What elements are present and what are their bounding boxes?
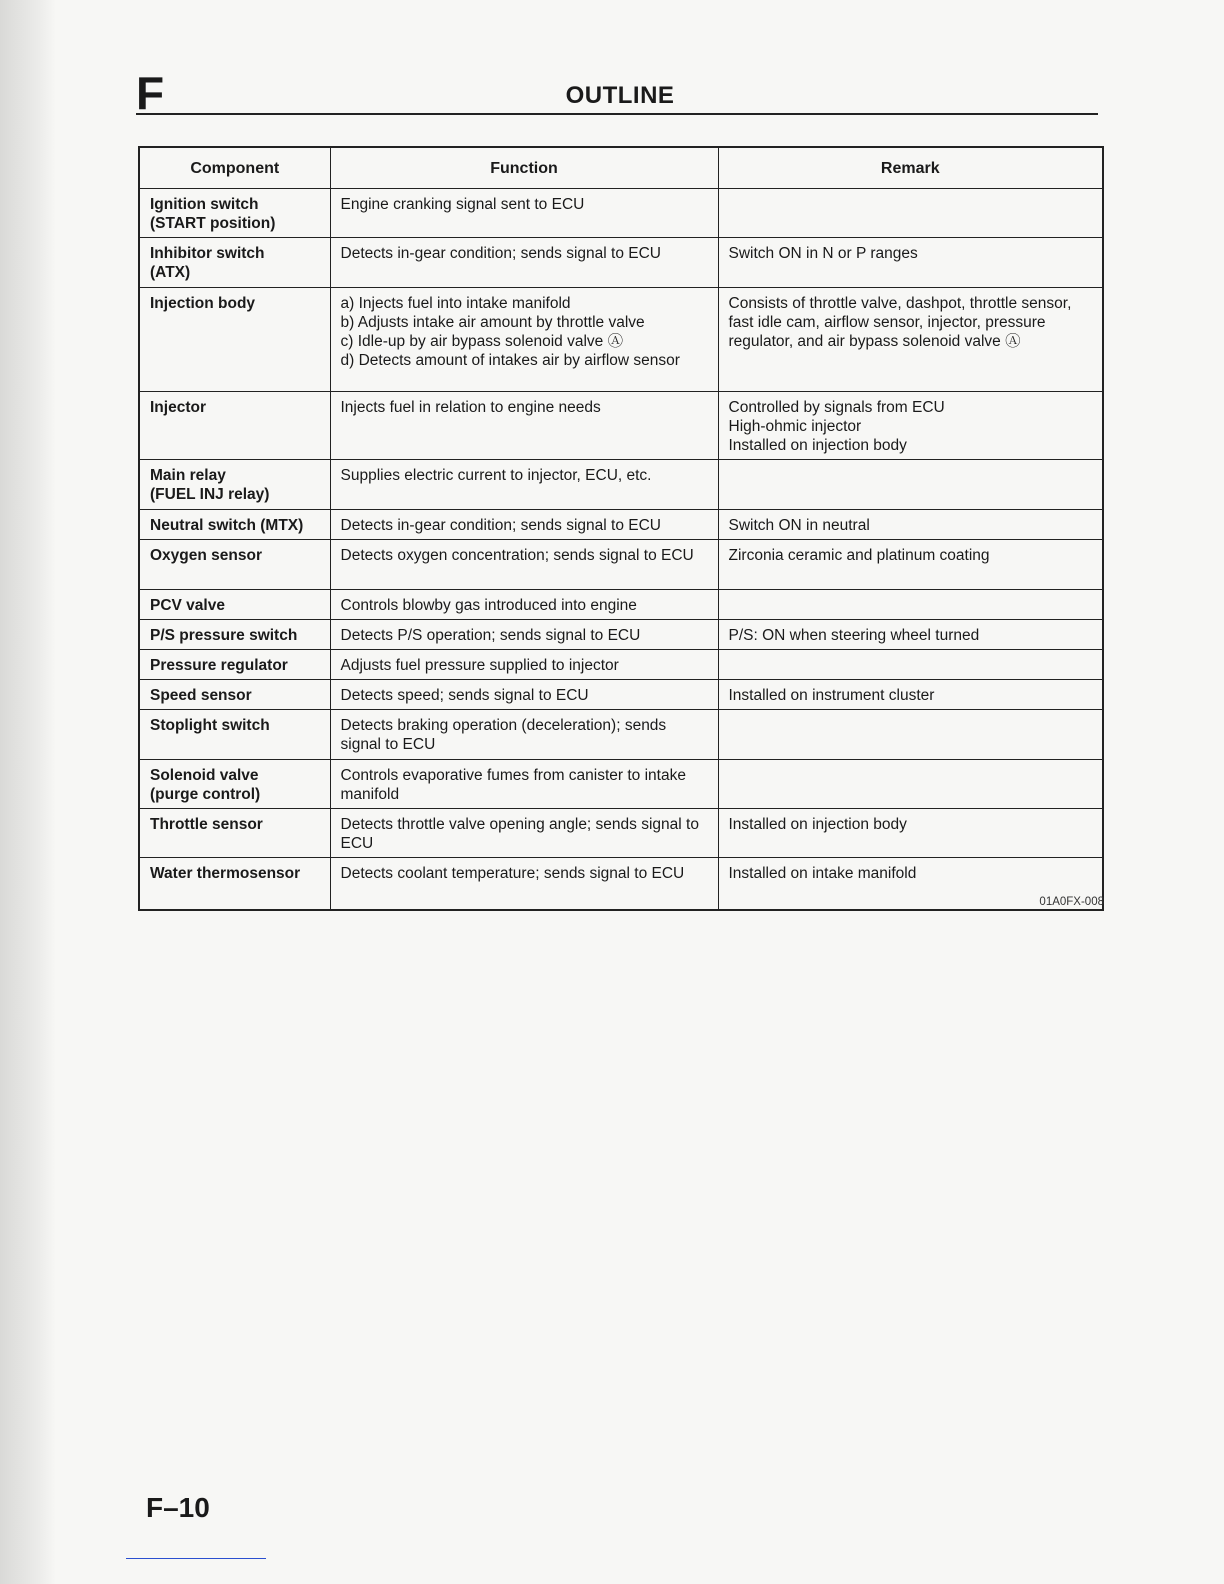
component-cell: Throttle sensor [139,809,330,858]
function-list [341,294,708,370]
component-cell: Ignition switch (START position) [139,189,330,238]
function-cell: Detects speed; sends signal to ECU [330,680,718,710]
column-header-function: Function [330,147,718,189]
component-cell: Injector [139,392,330,460]
table-row [139,809,1103,858]
component-cell: PCV valve [139,590,330,620]
component-cell: Water thermosensor [139,858,330,910]
function-cell: Detects in-gear condition; sends signal to ECU [330,238,718,288]
remark-cell: Installed on intake manifold [718,858,1103,910]
table-row [139,680,1103,710]
remark-cell [718,760,1103,809]
function-cell: Injects fuel in relation to engine needs [330,392,718,460]
remark-cell: Installed on instrument cluster [718,680,1103,710]
table-row [139,590,1103,620]
remark-cell [718,460,1103,510]
component-cell: Solenoid valve (purge control) [139,760,330,809]
table-row [139,189,1103,238]
table-row [139,650,1103,680]
table-row [139,858,1103,910]
component-cell: P/S pressure switch [139,620,330,650]
remark-cell [718,650,1103,680]
column-header-component: Component [139,147,330,189]
component-cell: Pressure regulator [139,650,330,680]
remark-cell: Switch ON in N or P ranges [718,238,1103,288]
function-item: d) Detects amount of intakes air by airflow sensor [340,352,680,369]
component-cell: Oxygen sensor [139,540,330,590]
function-cell [330,288,718,392]
component-table [138,146,1104,911]
remark-cell: Zirconia ceramic and platinum coating [718,540,1103,590]
remark-cell: Switch ON in neutral [718,510,1103,540]
component-cell: Stoplight switch [139,710,330,760]
column-header-remark: Remark [718,147,1103,189]
component-cell: Main relay (FUEL INJ relay) [139,460,330,510]
footer-link-underline [126,1558,266,1559]
table-row [139,760,1103,809]
page-title: OUTLINE [565,82,675,109]
remark-cell [718,590,1103,620]
table-row [139,460,1103,510]
section-letter: F [136,67,165,119]
table-row [139,510,1103,540]
function-cell: Detects oxygen concentration; sends signal to ECU [330,540,718,590]
remark-cell: Consists of throttle valve, dashpot, throttle sensor, fast idle cam, airflow sensor, injector, pressure regulator, and air bypass solenoid valve Ⓐ [718,288,1103,392]
function-cell: Controls blowby gas introduced into engine [330,590,718,620]
header-rule [136,113,1098,115]
function-item: b) Adjusts intake air amount by throttle valve [340,314,645,331]
component-cell: Speed sensor [139,680,330,710]
remark-cell: Installed on injection body [718,809,1103,858]
function-item: c) Idle-up by air bypass solenoid valve Ⓐ [340,333,624,350]
table-row [139,620,1103,650]
function-cell: Detects in-gear condition; sends signal to ECU [330,510,718,540]
remark-cell: Controlled by signals from ECU High-ohmic injector Installed on injection body [718,392,1103,460]
component-cell: Injection body [139,288,330,392]
page-number: F–10 [146,1492,210,1523]
function-cell: Adjusts fuel pressure supplied to injector [330,650,718,680]
function-cell: Detects throttle valve opening angle; sends signal to ECU [330,809,718,858]
table-row [139,238,1103,288]
table-row [139,288,1103,392]
function-cell: Detects P/S operation; sends signal to ECU [330,620,718,650]
function-cell: Detects coolant temperature; sends signal to ECU [330,858,718,910]
table-row [139,392,1103,460]
function-cell: Controls evaporative fumes from canister to intake manifold [330,760,718,809]
function-cell: Engine cranking signal sent to ECU [330,189,718,238]
table-row [139,540,1103,590]
page-edge-shadow [0,0,56,1584]
table-row [139,710,1103,760]
figure-code: 01A0FX-008 [1039,896,1104,908]
table-header-row [139,147,1103,189]
function-item: a) Injects fuel into intake manifold [340,295,571,312]
component-cell: Inhibitor switch (ATX) [139,238,330,288]
remark-cell: P/S: ON when steering wheel turned [718,620,1103,650]
remark-cell [718,189,1103,238]
function-cell: Detects braking operation (deceleration); sends signal to ECU [330,710,718,760]
component-cell: Neutral switch (MTX) [139,510,330,540]
remark-cell [718,710,1103,760]
function-cell: Supplies electric current to injector, ECU, etc. [330,460,718,510]
